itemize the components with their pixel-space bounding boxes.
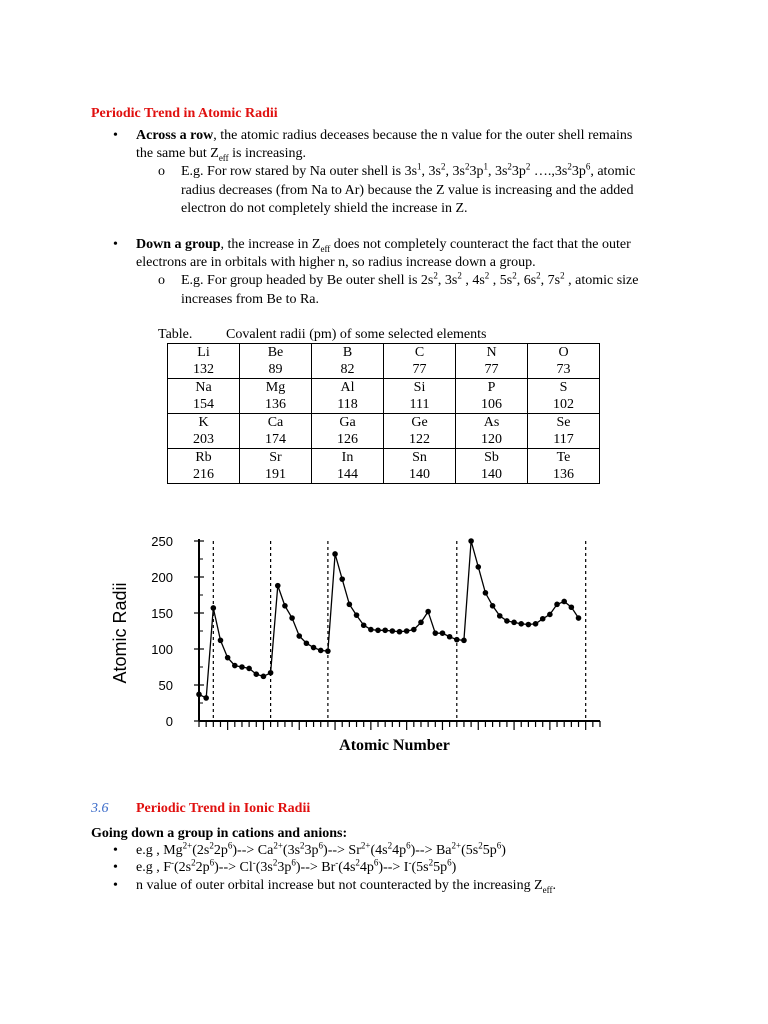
- data-point: [282, 603, 288, 609]
- table-cell: [384, 414, 456, 449]
- element-radius: 126: [337, 432, 358, 447]
- z-eff-subscript: eff: [218, 152, 229, 163]
- element-radius: 122: [409, 432, 430, 447]
- table-row: [168, 449, 600, 484]
- table-cell: [528, 449, 600, 484]
- atomic-radii-heading: Periodic Trend in Atomic Radii: [91, 106, 278, 121]
- covalent-radii-table: [167, 343, 600, 484]
- data-point: [296, 633, 302, 639]
- data-point: [304, 640, 310, 646]
- x-axis-label: Atomic Number: [339, 737, 450, 754]
- across-row-text: , the atomic radius deceases because the n value for the outer shell remains: [213, 128, 633, 143]
- data-point: [289, 615, 295, 621]
- table-cell: [168, 414, 240, 449]
- data-point: [433, 630, 439, 636]
- z-eff-subscript: eff: [320, 243, 331, 254]
- data-point: [475, 564, 481, 570]
- element-symbol: Si: [413, 380, 426, 395]
- data-point: [275, 583, 281, 589]
- data-point: [382, 627, 388, 633]
- data-point: [561, 599, 567, 605]
- element-radius: 120: [481, 432, 502, 447]
- bullet-icon: •: [113, 860, 118, 875]
- row-example-line2: radius decreases (from Na to Ar) because the Z value is increasing and the added: [181, 183, 634, 198]
- atomic-radii-chart: [100, 525, 620, 765]
- bullet-down-group-line1: Down a group, the increase in $Z_{eff}$ does not completely counteract the fact that the outer: [136, 237, 631, 254]
- data-point: [576, 615, 582, 621]
- data-point: [483, 590, 489, 596]
- element-symbol: In: [341, 450, 354, 465]
- table-cell: [168, 379, 240, 414]
- element-radius: 106: [481, 397, 502, 412]
- ionic-explanation: n value of outer orbital increase but not counteracted by the increasing $Z_{eff}$.: [136, 878, 556, 895]
- element-symbol: P: [487, 380, 496, 395]
- table-cell: [456, 344, 528, 379]
- data-point: [239, 664, 245, 670]
- section-number: 3.6: [91, 801, 109, 816]
- element-symbol: As: [483, 415, 500, 430]
- bullet-icon: •: [113, 878, 118, 893]
- element-symbol: Sn: [412, 450, 427, 465]
- data-point: [261, 674, 267, 680]
- y-tick-label: 150: [151, 606, 173, 621]
- data-point: [404, 628, 410, 634]
- element-radius: 140: [409, 467, 430, 482]
- table-cell: [312, 344, 384, 379]
- table-cell: [528, 344, 600, 379]
- element-radius: 136: [553, 467, 574, 482]
- element-symbol: Mg: [265, 380, 286, 395]
- data-point: [196, 692, 202, 698]
- y-tick-label: 250: [151, 534, 173, 549]
- element-radius: 191: [265, 467, 286, 482]
- row-example-line1: E.g. For row stared by Na outer shell is $3s^1$, $3s^2$, $3s^23p^1$, $3s^23p^2$ $\dots.,3s^23p^6$, atomic: [181, 161, 636, 179]
- data-point: [518, 621, 524, 627]
- data-point: [354, 612, 360, 618]
- data-point: [311, 645, 317, 651]
- data-point: [454, 637, 460, 643]
- y-tick-label: 0: [165, 714, 173, 729]
- data-point: [468, 538, 474, 544]
- element-radius: 118: [337, 397, 358, 412]
- table-cell: [384, 449, 456, 484]
- element-radius: 111: [409, 397, 430, 412]
- element-radius: 203: [193, 432, 214, 447]
- element-radius: 89: [268, 362, 283, 377]
- data-point: [218, 638, 224, 644]
- data-point: [411, 627, 417, 633]
- element-symbol: K: [198, 415, 209, 430]
- data-point: [540, 616, 546, 622]
- data-point: [368, 627, 374, 633]
- element-symbol: N: [486, 345, 497, 360]
- table-cell: [168, 344, 240, 379]
- data-point: [232, 663, 238, 669]
- data-point: [490, 603, 496, 609]
- element-radius: 82: [340, 362, 355, 377]
- element-radius: 144: [337, 467, 358, 482]
- element-symbol: Se: [556, 415, 571, 430]
- anion-example: e.g , $F^-(2s^22p^6)--> Cl^-(3s^23p^6)--> Br^-(4s^24p^6)--> I^-(5s^25p^6)$: [136, 857, 457, 875]
- cation-example: e.g , $Mg^{2+}(2s^22p^6)--> Ca^{2+}(3s^23p^6)--> Sr^{2+}(4s^24p^6)--> Ba^{2+}(5s^25p^6)$: [136, 840, 506, 858]
- data-point: [569, 604, 575, 610]
- data-point: [497, 613, 503, 619]
- element-symbol: Ca: [267, 415, 284, 430]
- bullet-icon: •: [113, 128, 118, 143]
- table-cell: [312, 414, 384, 449]
- y-tick-label: 100: [151, 642, 173, 657]
- element-symbol: Sr: [269, 450, 282, 465]
- bullet-icon: •: [113, 237, 118, 252]
- data-point: [447, 634, 453, 640]
- element-symbol: Ge: [411, 415, 428, 430]
- element-symbol: C: [414, 345, 425, 360]
- element-symbol: Al: [340, 380, 355, 395]
- bullet-icon: •: [113, 843, 118, 858]
- data-point: [325, 648, 331, 654]
- element-radius: 136: [265, 397, 286, 412]
- table-cell: [312, 449, 384, 484]
- element-symbol: Sb: [484, 450, 499, 465]
- table-cell: [240, 449, 312, 484]
- bullet-down-group-line2: electrons are in orbitals with higher n, so radius increase down a group.: [136, 255, 536, 270]
- table-cell: [384, 344, 456, 379]
- table-cell: [528, 379, 600, 414]
- element-symbol: O: [558, 345, 569, 360]
- element-radius: 73: [556, 362, 571, 377]
- element-radius: 77: [412, 362, 427, 377]
- table-cell: [456, 449, 528, 484]
- element-symbol: Li: [197, 345, 210, 360]
- element-symbol: Ga: [339, 415, 356, 430]
- element-radius: 154: [193, 397, 214, 412]
- table-cell: [456, 414, 528, 449]
- y-tick-label: 200: [151, 570, 173, 585]
- data-point: [554, 602, 560, 608]
- table-cell: [168, 449, 240, 484]
- element-radius: 102: [553, 397, 574, 412]
- element-symbol: B: [342, 345, 353, 360]
- table-cell: [528, 414, 600, 449]
- element-symbol: Be: [267, 345, 284, 360]
- data-point: [533, 621, 539, 627]
- table-row: [168, 379, 600, 414]
- data-point: [526, 622, 532, 628]
- data-point: [397, 629, 403, 635]
- element-radius: 77: [484, 362, 499, 377]
- data-point: [225, 655, 231, 661]
- data-point: [504, 618, 510, 624]
- table-caption-label: Table.: [158, 327, 193, 342]
- table-cell: [384, 379, 456, 414]
- element-symbol: Rb: [195, 450, 212, 465]
- bullet-across-row-line2: [136, 145, 306, 163]
- data-point: [246, 666, 252, 672]
- row-example-line3: electron do not completely shield the increase in Z.: [181, 201, 468, 216]
- data-point: [332, 551, 338, 557]
- data-point: [425, 609, 431, 615]
- element-radius: 140: [481, 467, 502, 482]
- across-row-text2: the same but Z: [136, 146, 219, 161]
- data-point: [253, 671, 259, 677]
- y-axis-label: Atomic Radii: [110, 582, 130, 684]
- table-row: [168, 344, 600, 379]
- data-point: [347, 602, 353, 608]
- data-point: [511, 620, 517, 626]
- element-symbol: Na: [195, 380, 212, 395]
- data-point: [461, 638, 467, 644]
- bullet-across-row-line1: [136, 127, 632, 145]
- element-radius: 117: [553, 432, 574, 447]
- table-cell: [312, 379, 384, 414]
- table-cell: [240, 379, 312, 414]
- table-cell: [240, 414, 312, 449]
- data-point: [418, 620, 424, 626]
- data-point: [268, 670, 274, 676]
- table-cell: [240, 344, 312, 379]
- sub-bullet-marker: o: [158, 164, 165, 179]
- table-caption: Covalent radii (pm) of some selected elements: [226, 327, 487, 342]
- element-radius: 216: [193, 467, 214, 482]
- ionic-radii-heading: Periodic Trend in Ionic Radii: [136, 801, 311, 816]
- data-point: [339, 576, 345, 582]
- table-row: [168, 414, 600, 449]
- group-example-line1: E.g. For group headed by Be outer shell is $2s^2$, $3s^2$ , $4s^2$ , $5s^2$, $6s^2$, $7s^2$ , atomic size: [181, 270, 639, 288]
- element-symbol: S: [559, 380, 568, 395]
- data-point: [361, 622, 367, 628]
- data-point: [390, 628, 396, 634]
- across-row-text3: is increasing.: [228, 146, 307, 161]
- down-group-lead: Down a group: [136, 237, 221, 252]
- across-row-lead: Across a row: [136, 128, 214, 143]
- data-point: [440, 630, 446, 636]
- sub-bullet-marker: o: [158, 273, 165, 288]
- table-cell: [456, 379, 528, 414]
- y-tick-label: 50: [158, 678, 173, 693]
- group-example-line2: increases from Be to Ra.: [181, 292, 320, 307]
- element-radius: 174: [265, 432, 286, 447]
- data-point: [547, 612, 553, 618]
- data-point: [375, 627, 381, 633]
- data-point: [211, 605, 217, 611]
- data-point: [318, 648, 324, 654]
- element-radius: 132: [193, 362, 214, 377]
- data-point: [203, 695, 209, 701]
- element-symbol: Te: [556, 450, 571, 465]
- ionic-subheading: Going down a group in cations and anions:: [91, 826, 348, 841]
